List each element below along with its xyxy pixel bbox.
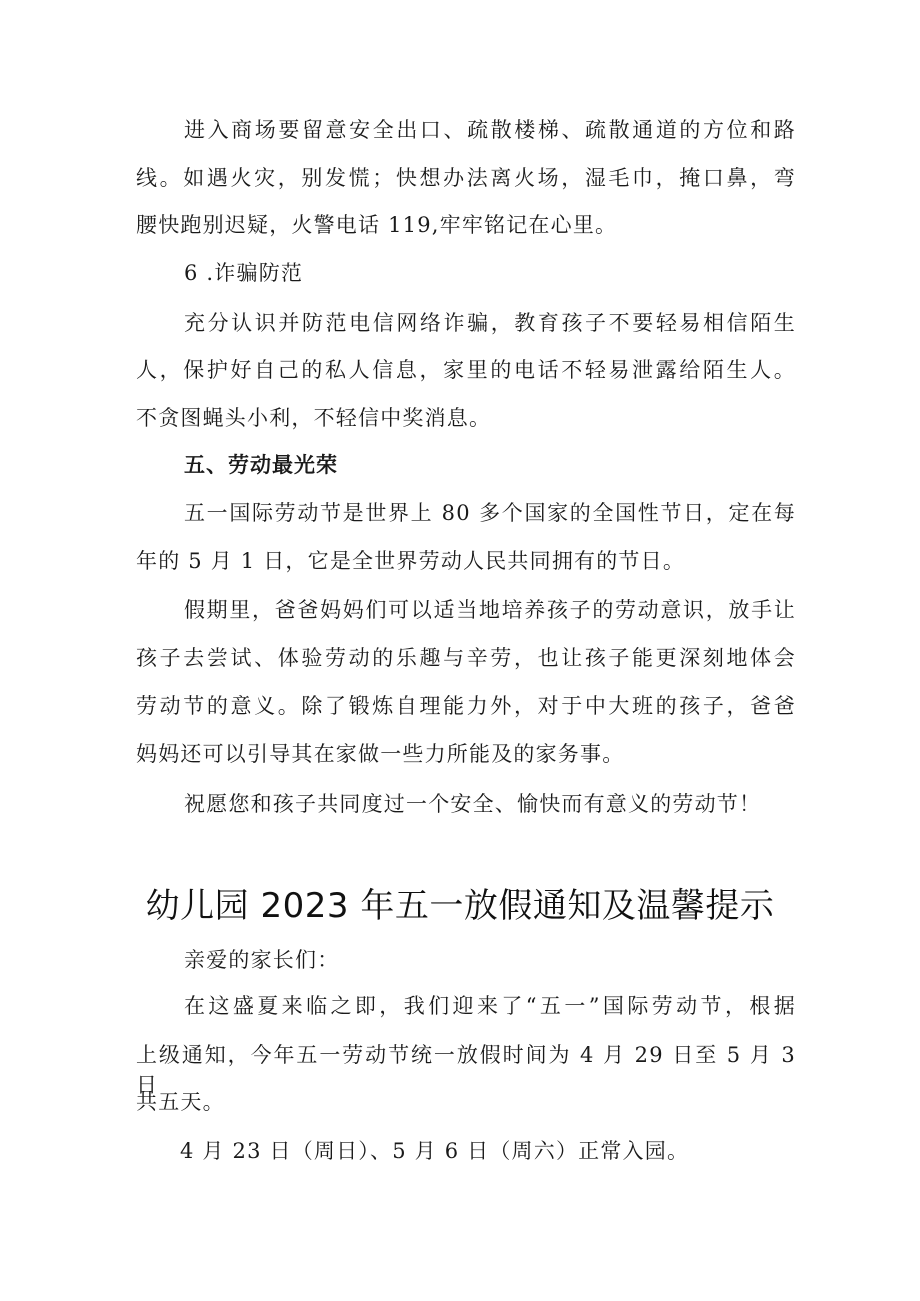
fire-safety-line-3: 腰快跑别迟疑，火警电话 119,牢牢铭记在心里。	[136, 213, 618, 237]
labor-para2-line-2: 孩子去尝试、体验劳动的乐趣与辛劳，也让孩子能更深刻地体会	[136, 646, 796, 670]
labor-para2-line-1: 假期里，爸爸妈妈们可以适当地培养孩子的劳动意识，放手让	[184, 598, 796, 622]
notice-greeting: 亲爱的家长们：	[184, 948, 340, 972]
labor-closing: 祝愿您和孩子共同度过一个安全、愉快而有意义的劳动节！	[184, 792, 762, 816]
notice-title: 幼儿园 2023 年五一放假通知及温馨提示	[145, 886, 775, 926]
notice-para2: 4 月 23 日（周日）、5 月 6 日（周六）正常入园。	[180, 1139, 690, 1163]
labor-para2-line-3: 劳动节的意义。除了锻炼自理能力外，对于中大班的孩子，爸爸	[136, 694, 796, 718]
labor-para1-line-1: 五一国际劳动节是世界上 80 多个国家的全国性节日，定在每	[184, 501, 796, 525]
notice-para1-line-1: 在这盛夏来临之即，我们迎来了“五一”国际劳动节，根据	[184, 994, 796, 1018]
fraud-heading: 6 .诈骗防范	[184, 261, 304, 285]
fraud-line-1: 充分认识并防范电信网络诈骗，教育孩子不要轻易相信陌生	[184, 311, 796, 335]
notice-para1-line-2: 上级通知，今年五一劳动节统一放假时间为 4 月 29 日至 5 月 3 日	[136, 1043, 796, 1097]
labor-para2-line-4: 妈妈还可以引导其在家做一些力所能及的家务事。	[136, 742, 625, 766]
fraud-line-3: 不贪图蝇头小利，不轻信中奖消息。	[136, 406, 492, 430]
labor-para1-line-2: 年的 5 月 1 日，它是全世界劳动人民共同拥有的节日。	[136, 549, 686, 573]
fraud-line-2: 人，保护好自己的私人信息，家里的电话不轻易泄露给陌生人。	[136, 358, 796, 382]
labor-heading: 五、劳动最光荣	[184, 453, 338, 477]
fire-safety-line-2: 线。如遇火灾，别发慌；快想办法离火场，湿毛巾，掩口鼻，弯	[136, 166, 796, 190]
notice-para1-line-3: 共五天。	[136, 1090, 225, 1114]
fire-safety-line-1: 进入商场要留意安全出口、疏散楼梯、疏散通道的方位和路	[184, 118, 796, 142]
